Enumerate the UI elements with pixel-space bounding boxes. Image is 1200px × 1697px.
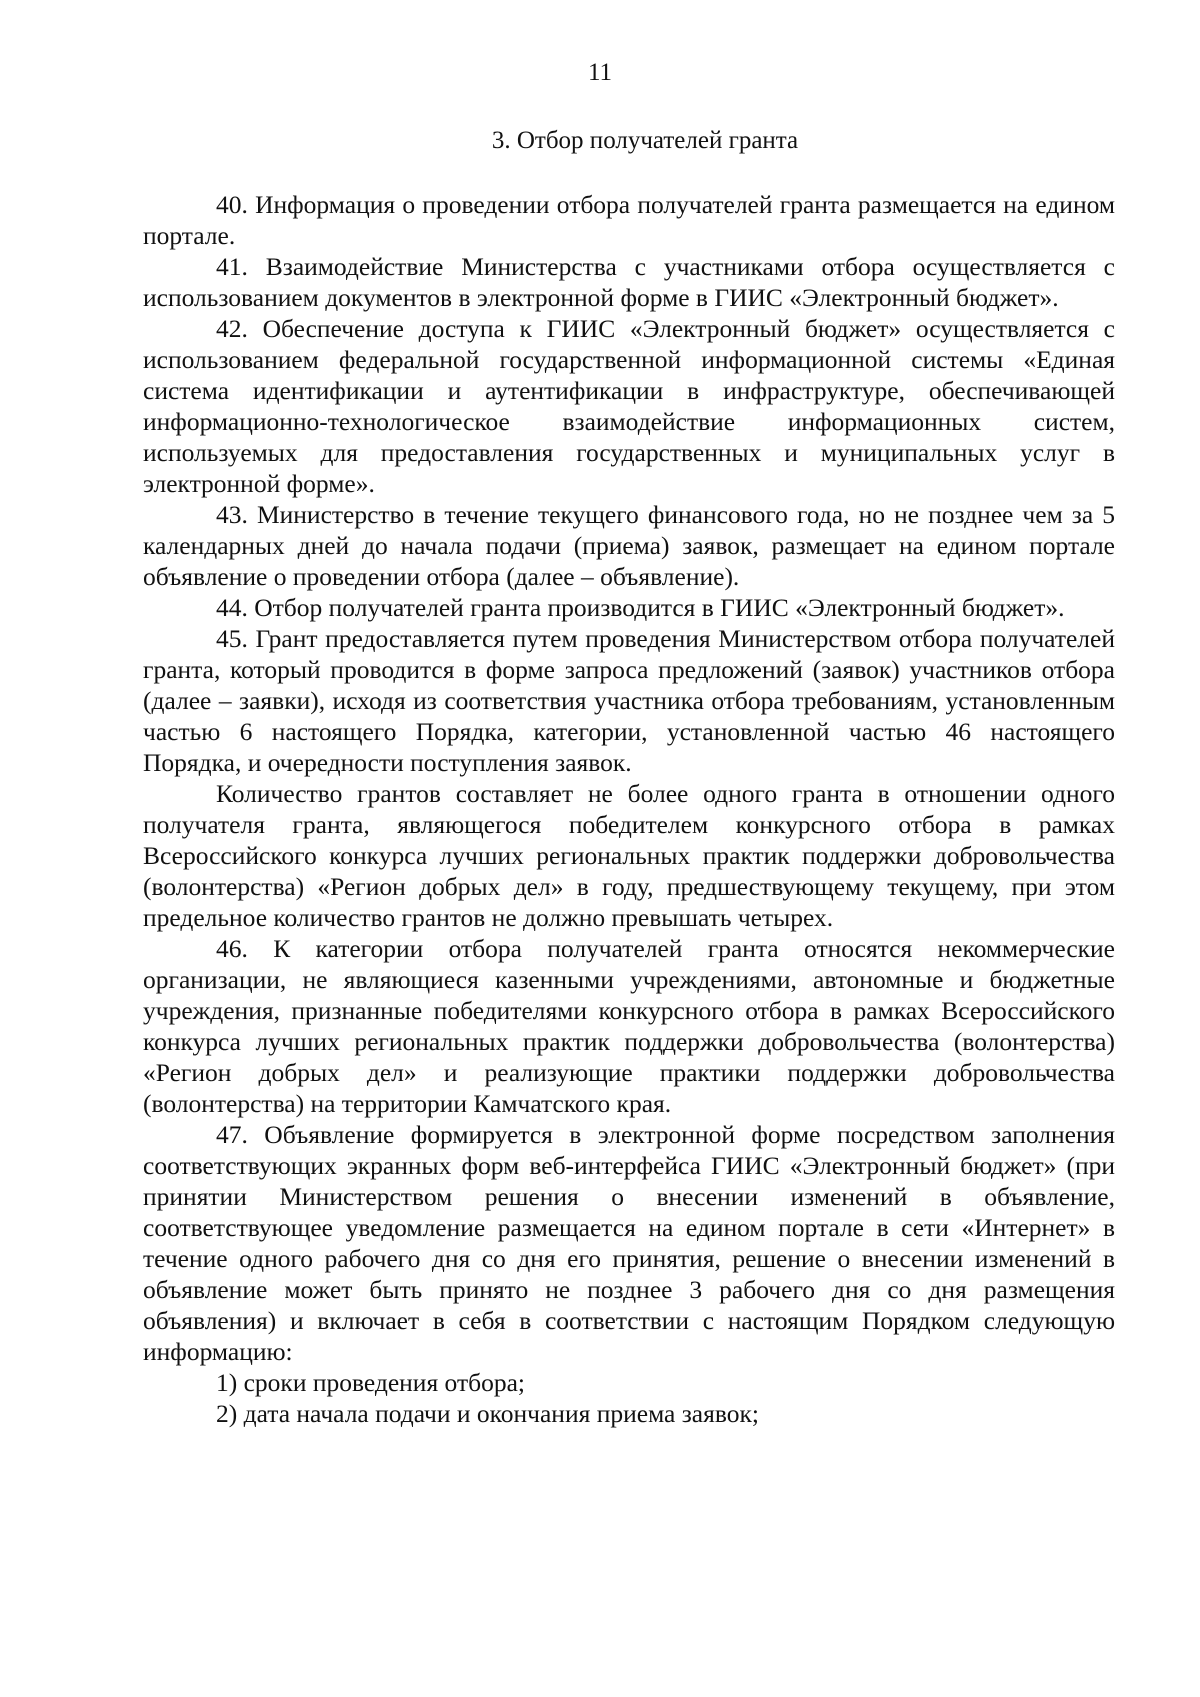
list-item-2: 2) дата начала подачи и окончания приема заявок; xyxy=(216,1399,759,1428)
paragraph-45-grant-count: Количество грантов составляет не более одного гранта в отношении одного получателя гранта, являющегося победителем конкурсного отбора в рамках Всероссийского конкурса лучших региональных практик поддержки добровольчества (волонтерства) «Регион добрых дел» в году, предшествующему текущему, при этом предельное количество грантов не должно превышать четырех. xyxy=(143,779,1115,932)
page-number: 11 xyxy=(587,59,613,86)
section-title: 3. Отбор получателей гранта xyxy=(491,127,799,154)
document-body xyxy=(143,189,1115,1429)
paragraph-44: 44. Отбор получателей гранта производится в ГИИС «Электронный бюджет». xyxy=(216,593,1065,622)
paragraph-43: 43. Министерство в течение текущего финансового года, но не позднее чем за 5 календарных дней до начала подачи (приема) заявок, размещает на едином портале объявление о проведении отбора (далее – объявление). xyxy=(143,500,1115,591)
paragraph-42: 42. Обеспечение доступа к ГИИС «Электронный бюджет» осуществляется с использованием федеральной государственной информационной системы «Единая система идентификации и аутентификации в инфраструктуре, обеспечивающей информационно-технологическое взаимодействие информационных систем, используемых для предоставления государственных и муниципальных услуг в электронной форме». xyxy=(143,314,1115,498)
paragraph-40: 40. Информация о проведении отбора получателей гранта размещается на едином портале. xyxy=(143,190,1115,250)
paragraph-46: 46. К категории отбора получателей гранта относятся некоммерческие организации, не являющиеся казенными учреждениями, автономные и бюджетные учреждения, признанные победителями конкурсного отбора в рамках Всероссийского конкурса лучших региональных практик поддержки добровольчества (волонтерства) «Регион добрых дел» и реализующие практики поддержки добровольчества (волонтерства) на территории Камчатского края. xyxy=(143,934,1115,1118)
paragraph-41: 41. Взаимодействие Министерства с участниками отбора осуществляется с использованием документов в электронной форме в ГИИС «Электронный бюджет». xyxy=(143,252,1115,312)
paragraph-45: 45. Грант предоставляется путем проведения Министерством отбора получателей гранта, который проводится в форме запроса предложений (заявок) участников отбора (далее – заявки), исходя из соответствия участника отбора требованиям, установленным частью 6 настоящего Порядка, категории, установленной частью 46 настоящего Порядка, и очередности поступления заявок. xyxy=(143,624,1115,777)
list-item-1: 1) сроки проведения отбора; xyxy=(216,1368,525,1397)
paragraph-47: 47. Объявление формируется в электронной форме посредством заполнения соответствующих экранных форм веб-интерфейса ГИИС «Электронный бюджет» (при принятии Министерством решения о внесении изменений в объявление, соответствующее уведомление размещается на едином портале в сети «Интернет» в течение одного рабочего дня со дня его принятия, решение о внесении изменений в объявление может быть принято не позднее 3 рабочего дня со дня размещения объявления) и включает в себя в соответствии с настоящим Порядком следующую информацию: xyxy=(143,1120,1115,1366)
